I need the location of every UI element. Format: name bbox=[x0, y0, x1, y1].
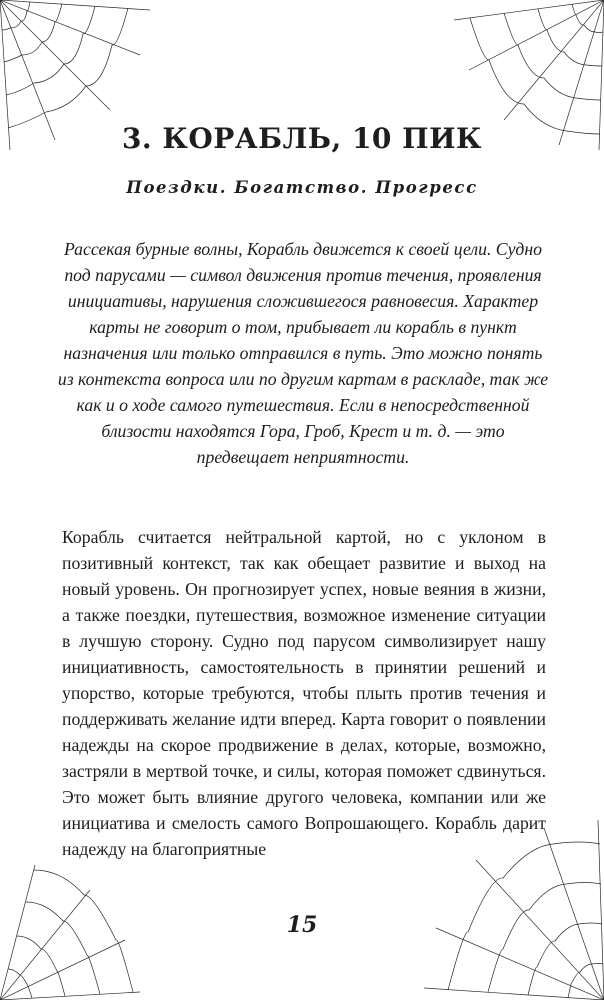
chapter-subtitle: Поездки. Богатство. Прогресс bbox=[126, 178, 478, 197]
intro-paragraph: Рассекая бурные волны, Корабль движется к своей цели. Судно под парусами — символ движения против течения, проявления инициативы, нарушения сложившегося равновесия. Характер карты не говорит о том, прибывает ли корабль в пункт назначения или только отправился в путь. Это можно понять из контекста вопроса или по другим картам в раскладе, так же как и о ходе самого путешествия. Если в непосредственной близости находятся Гора, Гроб, Крест и т. д. — это предвещает неприятности. bbox=[57, 239, 549, 467]
chapter-title: 3. КОРАБЛЬ, 10 ПИК bbox=[121, 122, 483, 155]
page-number: 15 bbox=[286, 912, 318, 938]
body-paragraph: Корабль считается нейтральной картой, но с уклоном в позитивный контекст, так как обещает развитие и выход на новый уровень. Он прогнозирует успех, новые веяния в жизни, а также поездки, путешествия, возможное изменение ситуации в лучшую сторону. Судно под парусом символизирует нашу инициативность, самостоятельность в принятии решений и упорство, которые требуются, чтобы плыть против течения и поддерживать желание идти вперед. Карта говорит о появлении надежды на скорое продвижение в делах, которые, возможно, застряли в мертвой точке, и силы, которая поможет сдвинуться. Это может быть влияние другого человека, компании или же инициатива и смелость самого Вопрошающего. Корабль дарит надежду на благоприятные bbox=[62, 527, 546, 859]
